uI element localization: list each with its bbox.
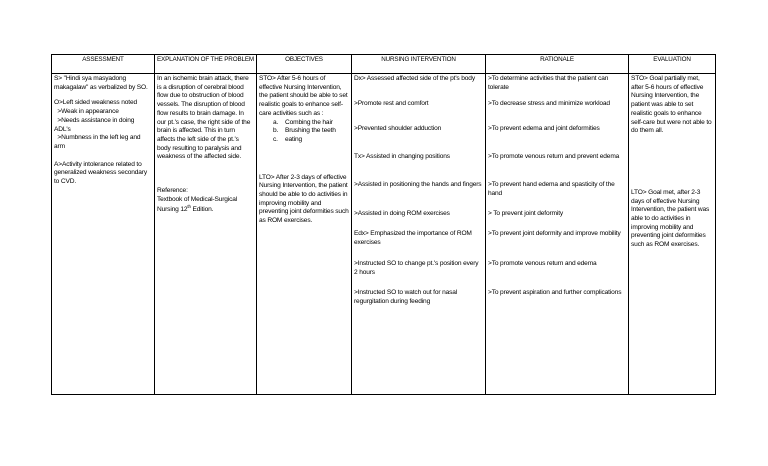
- rationale-item: > To prevent joint deformity: [488, 210, 564, 217]
- content-row: [52, 74, 716, 395]
- rationale-cell: [486, 74, 629, 395]
- objective-cue-item: >Numbness in the left leg and arm: [54, 134, 143, 150]
- reference-label: Reference:: [157, 187, 188, 195]
- reference-superscript: th: [187, 204, 191, 210]
- intervention-item: Edx> Emphasized the importance of ROM exercises: [354, 230, 472, 246]
- rationale-item: >To prevent aspiration and further complications: [488, 289, 622, 296]
- objectives-cell: [257, 74, 352, 395]
- intervention-item: >Prevented shoulder adduction: [354, 125, 442, 132]
- intervention-cell: [352, 74, 486, 395]
- intervention-item: Dx> Assessed affected side of the pt's body: [354, 75, 475, 82]
- header-rationale: RATIONALE: [486, 55, 629, 74]
- sto-evaluation: STO> Goal partially met, after 5-6 hours of effective Nursing Intervention, the patient was able to set realistic goals to enhance self-care but were not able to do them all.: [631, 75, 712, 135]
- header-assessment: ASSESSMENT: [52, 55, 155, 74]
- intervention-item: Tx> Assisted in changing positions: [354, 153, 450, 160]
- lto-evaluation: LTO> Goal met, after 2-3 days of effective Nursing Intervention, the patient was able to do activities in improving mobility and preventing joint deformities such as ROM exercises.: [631, 188, 710, 249]
- rationale-item: >To prevent hand edema and spasticity of the hand: [488, 181, 615, 197]
- assessment-cell: [52, 74, 155, 395]
- nursing-diagnosis: A>Activity intolerance related to generalized weakness secondary to CVD.: [54, 160, 147, 186]
- header-nursing-intervention: NURSING INTERVENTION: [352, 55, 486, 74]
- intervention-item: >Instructed SO to change pt.'s position every 2 hours: [354, 260, 479, 276]
- objective-cue-item: >Needs assistance in doing ADL's: [54, 116, 136, 133]
- list-item: [273, 136, 349, 145]
- list-marker: b.: [273, 127, 279, 135]
- list-marker: c.: [273, 135, 278, 143]
- intervention-item: >Promote rest and comfort: [354, 100, 429, 107]
- rationale-item: >To determine activities that the patient can tolerate: [488, 75, 609, 91]
- rationale-item: >To prevent joint deformity and improve mobility: [488, 230, 621, 237]
- header-evaluation: EVALUATION: [629, 55, 716, 74]
- explanation-text: In an ischemic brain attack, there is a disruption of cerebral blood flow due to obstruction of blood vessels. The disruption of blood flow results to brain damage. In our pt.'s case, the right side of the brain is affected. This in turn affects the left side of the pt.'s body resulting to paralysis and weakness of the affected side.: [157, 75, 251, 161]
- reference-title: Textbook of Medical-Surgical Nursing 12: [157, 195, 238, 214]
- header-row: [52, 55, 716, 74]
- list-marker: a.: [273, 118, 279, 126]
- lto-objective: LTO> After 2-3 days of effective Nursing Intervention, the patient should be able to do activities in improving mobility and preventing joint deformities such as ROM exercises.: [259, 173, 349, 225]
- header-objectives: OBJECTIVES: [257, 55, 352, 74]
- rationale-item: >To promote venous return and edema: [488, 260, 597, 267]
- objective-cue-item: >Weak in appearance: [54, 108, 119, 116]
- evaluation-cell: [629, 74, 716, 395]
- subjective-cue: S> "Hindi sya masyadong makagalaw" as verbalized by SO.: [54, 75, 148, 91]
- list-text: Combing the hair: [285, 118, 333, 126]
- rationale-item: >To decrease stress and minimize workload: [488, 100, 610, 107]
- list-text: eating: [285, 135, 303, 143]
- objective-cue-intro: O>Left sided weakness noted: [54, 99, 138, 107]
- reference-citation: [157, 196, 254, 216]
- list-item: [273, 119, 349, 128]
- nursing-care-plan-table: [51, 54, 716, 395]
- header-explanation: EXPLANATION OF THE PROBLEM: [155, 55, 257, 74]
- explanation-cell: [155, 74, 257, 395]
- intervention-item: >Instructed SO to watch out for nasal regurgitation during feeding: [354, 289, 458, 305]
- reference-tail: Edition.: [190, 206, 214, 214]
- list-item: [273, 127, 349, 136]
- sto-objective: STO> After 5-6 hours of effective Nursing Intervention, the patient should be able to set realistic goals to enhance self-care activities such as :: [259, 75, 348, 117]
- intervention-item: >Assisted in doing ROM exercises: [354, 210, 450, 217]
- intervention-item: >Assisted in positioning the hands and fingers: [354, 181, 482, 188]
- rationale-item: >To prevent edema and joint deformities: [488, 125, 600, 132]
- sto-objective-list: [259, 119, 349, 145]
- rationale-item: >To promote venous return and prevent edema: [488, 153, 620, 160]
- list-text: Brushing the teeth: [285, 127, 336, 135]
